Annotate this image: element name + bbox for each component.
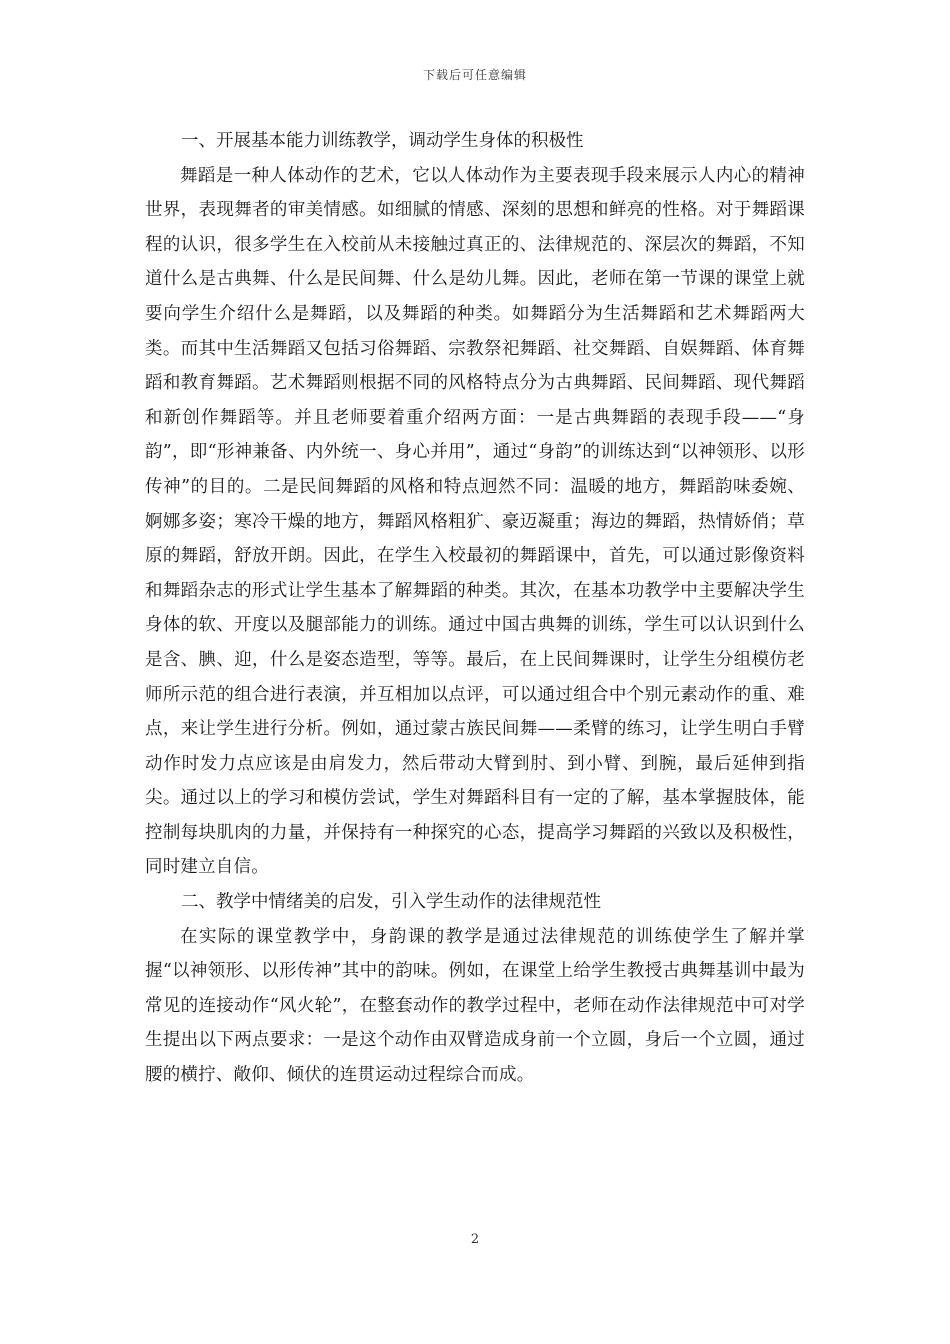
section-heading-2: 二、教学中情绪美的启发，引入学生动作的法律规范性 — [181, 892, 601, 913]
page-header: 下载后可任意编辑 — [422, 68, 527, 82]
paragraph-1: 舞蹈是一种人体动作的艺术，它以人体动作为主要表现手段来展示人内心的精神世界，表现舞者的审美情感。如细腻的情感、深刻的思想和鲜亮的性格。对于舞蹈课程的认识，很多学生在入校前从未接触过真正的、法律规范的、深层次的舞蹈，不知道什么是古典舞、什么是民间舞、什么是幼儿舞。因此，老师在第一节课的课堂上就要向学生介绍什么是舞蹈，以及舞蹈的种类。如舞蹈分为生活舞蹈和艺术舞蹈两大类。而其中生活舞蹈又包括习俗舞蹈、宗教祭祀舞蹈、社交舞蹈、自娱舞蹈、体育舞蹈和教育舞蹈。艺术舞蹈则根据不同的风格特点分为古典舞蹈、民间舞蹈、现代舞蹈和新创作舞蹈等。并且老师要着重介绍两方面：一是古典舞蹈的表现手段——“身韵”，即“形神兼备、内外统一、身心并用”，通过“身韵”的训练达到“以神领形、以形传神”的目的。二是民间舞蹈的风格和特点迥然不同：温暖的地方，舞蹈韵味委婉、婀娜多姿；寒冷干燥的地方，舞蹈风格粗犷、豪迈凝重；海边的舞蹈，热情娇俏；草原的舞蹈，舒放开朗。因此，在学生入校最初的舞蹈课中，首先，可以通过影像资料和舞蹈杂志的形式让学生基本了解舞蹈的种类。其次，在基本功教学中主要解决学生身体的软、开度以及腿部能力的训练。通过中国古典舞的训练，学生可以认识到什么是含、腆、迎，什么是姿态造型，等等。最后，在上民间舞课时，让学生分组模仿老师所示范的组合进行表演，并互相加以点评，可以通过组合中个别元素动作的重、难点，来让学生进行分析。例如，通过蒙古族民间舞——柔臂的练习，让学生明白手臂动作时发力点应该是由肩发力，然后带动大臂到肘、到小臂、到腕，最后延伸到指尖。通过以上的学习和模仿尝试，学生对舞蹈科目有一定的了解，基本掌握肢体，能控制每块肌肉的力量，并保持有一种探究的心态，提高学习舞蹈的兴致以及积极性，同时建立自信。 — [145, 165, 805, 878]
paragraph-2: 在实际的课堂教学中，身韵课的教学是通过法律规范的训练使学生了解并掌握“以神领形、以形传神”其中的韵味。例如，在课堂上给学生教授古典舞基训中最为常见的连接动作“风火轮”，在整套动作的教学过程中，老师在动作法律规范中可对学生提出以下两点要求：一是这个动作由双臂造成身前一个立圆，身后一个立圆，通过腰的横拧、敞仰、倾伏的连贯运动过程综合而成。 — [145, 926, 805, 1086]
document-body — [145, 124, 805, 1093]
section-heading-1: 一、开展基本能力训练教学，调动学生身体的积极性 — [181, 131, 584, 151]
page-number: 2 — [470, 1232, 480, 1247]
